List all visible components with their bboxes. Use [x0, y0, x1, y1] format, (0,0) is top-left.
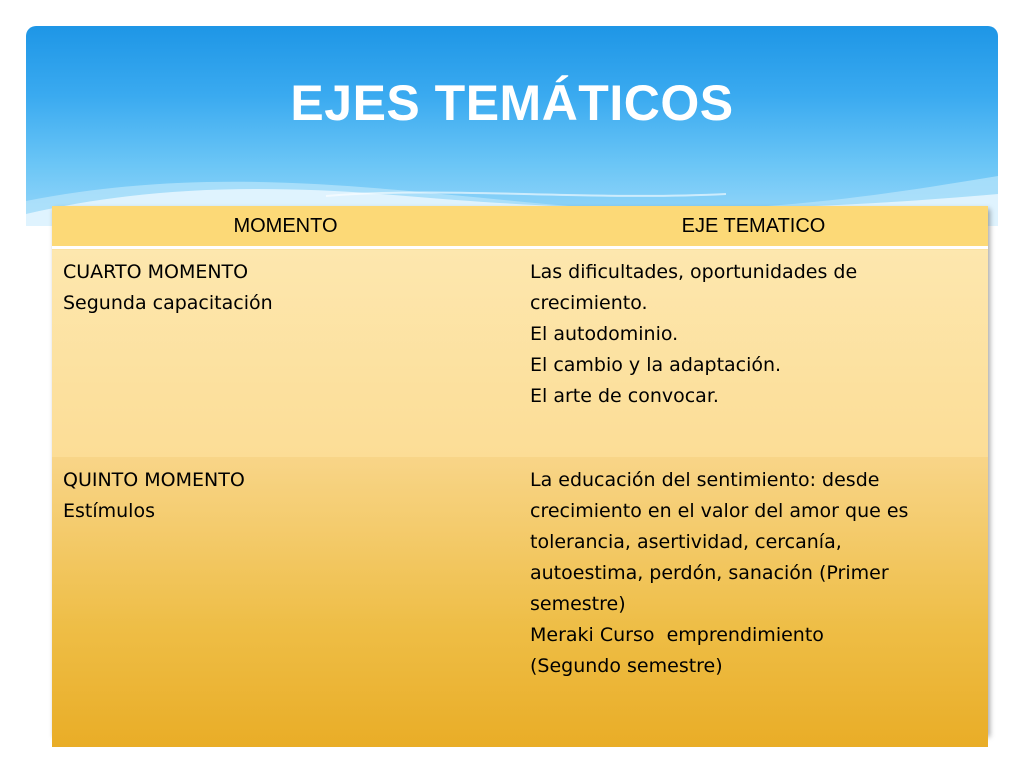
axis-line: Las dificultades, oportunidades de	[530, 261, 858, 283]
axis-line: tolerancia, asertividad, cercanía,	[530, 531, 842, 553]
axis-line: autoestima, perdón, sanación (Primer	[530, 562, 889, 584]
axis-cell	[519, 248, 988, 458]
themes-table	[52, 206, 988, 747]
axis-line: El cambio y la adaptación.	[530, 354, 782, 376]
moment-subtitle: Segunda capacitación	[63, 292, 273, 314]
axis-line: El autodominio.	[530, 323, 679, 345]
axis-line: Meraki Curso emprendimiento	[530, 624, 824, 646]
axis-line: El arte de convocar.	[530, 385, 719, 407]
moment-subtitle: Estímulos	[63, 500, 155, 522]
table-row	[52, 457, 988, 747]
table-row	[52, 248, 988, 458]
axis-line: La educación del sentimiento: desde	[530, 469, 880, 491]
moment-cell	[52, 248, 519, 458]
column-header-eje-tematico: EJE TEMATICO	[519, 206, 988, 248]
moment-name: CUARTO MOMENTO	[63, 261, 249, 283]
slide-title: EJES TEMÁTICOS	[290, 75, 734, 131]
axis-line: crecimiento.	[530, 292, 648, 314]
moment-name: QUINTO MOMENTO	[63, 469, 245, 491]
themes-table-container	[52, 206, 988, 734]
table-header-row	[52, 206, 988, 248]
column-header-momento: MOMENTO	[52, 206, 519, 248]
axis-cell	[519, 457, 988, 747]
moment-cell	[52, 457, 519, 747]
axis-line: (Segundo semestre)	[530, 655, 723, 677]
axis-line: crecimiento en el valor del amor que es	[530, 500, 909, 522]
axis-line: semestre)	[530, 593, 626, 615]
